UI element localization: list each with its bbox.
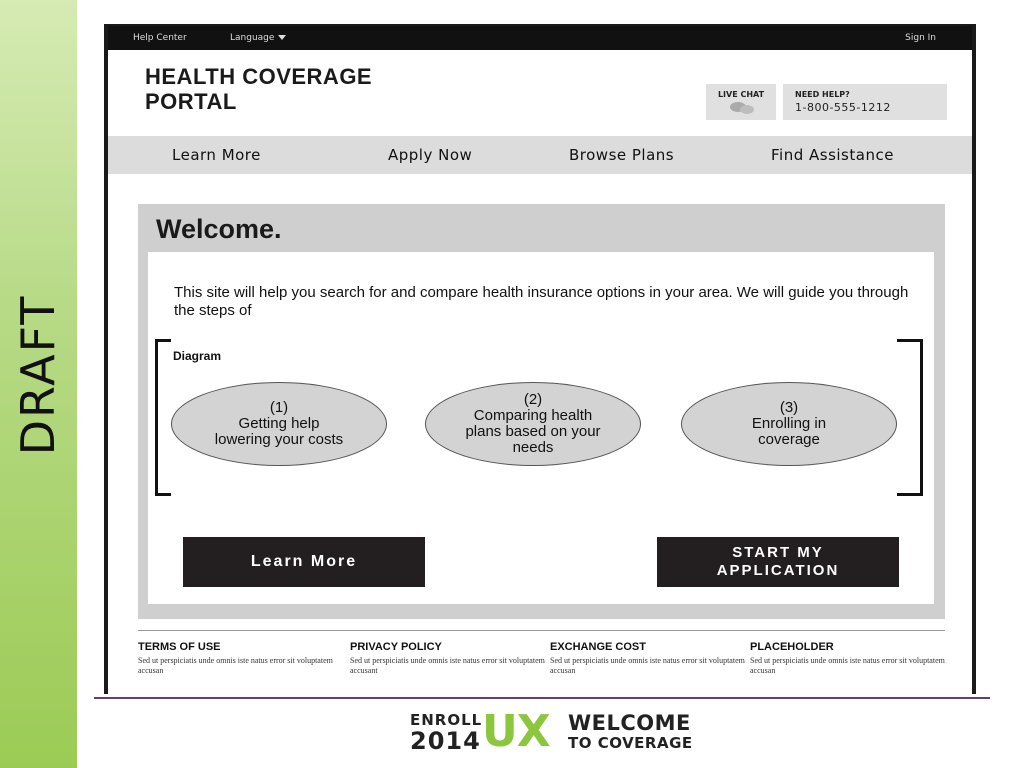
footer-text: Sed ut perspiciatis unde omnis iste natus error sit voluptatem accusan: [550, 656, 745, 675]
logo-enroll-text: ENROLL: [410, 711, 483, 729]
footer-terms-of-use: [138, 641, 333, 676]
footer-link-exchange-cost[interactable]: EXCHANGE COST: [550, 641, 646, 653]
slide-divider: [94, 697, 990, 699]
nav-apply-now[interactable]: Apply Now: [388, 146, 473, 164]
step-number: (1): [269, 399, 289, 416]
language-label: Language: [230, 33, 275, 43]
learn-more-button[interactable]: Learn More: [183, 537, 425, 587]
nav-learn-more[interactable]: Learn More: [172, 146, 261, 164]
step-text: Enrolling in coverage: [751, 415, 827, 448]
footer-text: Sed ut perspiciatis unde omnis iste natus error sit voluptatem accusan: [138, 656, 333, 675]
footer-link-privacy[interactable]: PRIVACY POLICY: [350, 641, 442, 653]
diagram-bracket-right: [897, 339, 923, 496]
step-number: (3): [779, 399, 799, 416]
logo-to-coverage-text: TO COVERAGE: [568, 734, 693, 752]
utility-bar: [108, 26, 972, 50]
live-chat-button[interactable]: [706, 84, 776, 120]
chat-bubbles-icon: [728, 102, 754, 114]
footer-exchange-cost: [550, 641, 745, 676]
sign-in-link[interactable]: Sign In: [905, 33, 936, 43]
diagram-bracket-left: [155, 339, 171, 496]
help-center-link[interactable]: Help Center: [133, 33, 187, 43]
nav-browse-plans[interactable]: Browse Plans: [569, 146, 675, 164]
caret-down-icon: [278, 35, 286, 40]
portal-title-line2: PORTAL: [145, 89, 237, 114]
footer-divider: [138, 630, 945, 631]
diagram-label: Diagram: [173, 349, 222, 363]
help-phone-number[interactable]: 1-800-555-1212: [795, 101, 891, 114]
need-help-box: [783, 84, 947, 120]
welcome-title: Welcome.: [156, 214, 282, 244]
footer-text: Sed ut perspiciatis unde omnis iste natus error sit voluptatem accusan: [750, 656, 945, 675]
welcome-content: [148, 252, 934, 604]
logo-year-text: 2014: [410, 727, 481, 755]
main-nav: [108, 136, 972, 174]
logo-ux-text: UX: [482, 706, 550, 757]
portal-title-line1: HEALTH COVERAGE: [145, 64, 373, 89]
step-text: Getting help lowering your costs: [214, 415, 344, 448]
enroll-ux-logo: [410, 706, 720, 757]
step-oval-1: [171, 382, 387, 466]
live-chat-label: LIVE CHAT: [717, 90, 765, 99]
draft-label: DRAFT: [11, 294, 65, 456]
intro-text: This site will help you search for and compare health insurance options in your area. We will guide you through the steps of: [174, 284, 909, 319]
step-oval-3: [681, 382, 897, 466]
footer-link-placeholder[interactable]: PLACEHOLDER: [750, 641, 834, 653]
portal-title: [145, 64, 445, 114]
nav-find-assistance[interactable]: Find Assistance: [771, 146, 894, 164]
wireframe-page: [104, 24, 976, 694]
footer-link-terms[interactable]: TERMS OF USE: [138, 641, 221, 653]
need-help-heading: NEED HELP?: [795, 90, 850, 99]
footer-privacy-policy: [350, 641, 545, 676]
step-oval-2: [425, 382, 641, 466]
footer-text: Sed ut perspiciatis unde omnis iste natus error sit voluptatem accusant: [350, 656, 545, 675]
logo-welcome-text: WELCOME: [568, 711, 691, 735]
step-text: Comparing health plans based on your needs: [465, 407, 601, 456]
welcome-panel: [138, 204, 945, 619]
start-application-button[interactable]: START MY APPLICATION: [657, 537, 899, 587]
footer-placeholder: [750, 641, 945, 676]
language-dropdown[interactable]: [230, 33, 286, 43]
step-number: (2): [523, 391, 543, 408]
